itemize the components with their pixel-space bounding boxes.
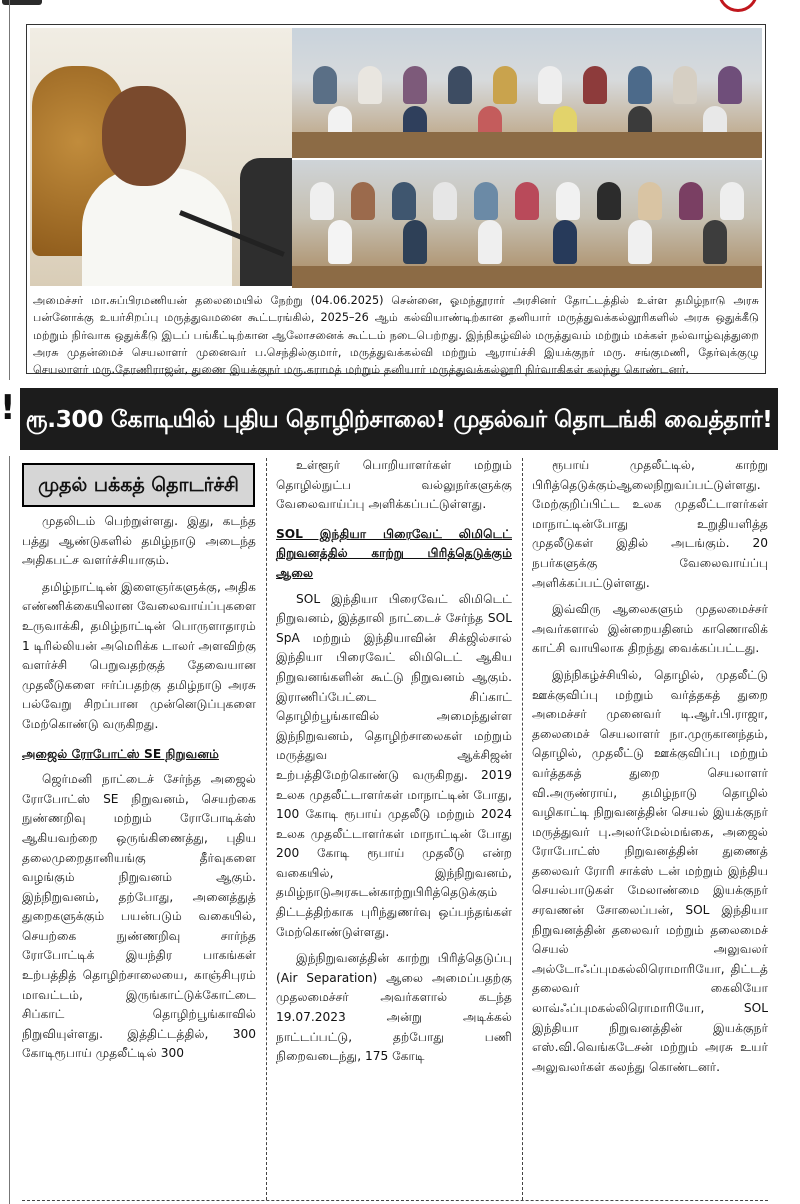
adjacent-person — [240, 158, 292, 286]
column-divider — [266, 458, 267, 1200]
subheading: SOL இந்தியா பிரைவேட் லிமிடெட் நிறுவனத்தில் காற்று பிரித்தெடுக்கும் ஆலை — [276, 526, 512, 580]
top-strip — [0, 0, 800, 10]
photo-meeting-bottom — [292, 158, 762, 288]
paragraph: இந்நிறுவனத்தின் காற்று பிரித்தெடுப்பு (Air Separation) ஆலை அமைப்பதற்கு முதலமைச்சர் அவர்களால் கடந்த 19.07.2023 அன்று அடிக்கல் நாட்டப்பட்டு, தற்போது பணி நிறைவடைந்து, 175 கோடி — [276, 951, 512, 1064]
paragraph: தமிழ்நாட்டின் இளைஞர்களுக்கு, அதிக எண்ணிக்கையிலான வேலைவாய்ப்புகளை உருவாக்கி, தமிழ்நாட்டின் பொருளாதாரம் 1 டிரில்லியன் அமெரிக்க டாலர் அளவிற்கு வளர்ச்சி பெறுவதற்குத் தேவையான முதலீடுகளை ஈர்ப்பதற்கு தமிழ்நாடு அரசு பல்வேறு சிறப்பான முன்னெடுப்புகளை மேற்கொண்டு வருகிறது. — [22, 579, 257, 731]
paragraph: இந்நிகழ்ச்சியில், தொழில், முதலீட்டு ஊக்குவிப்பு மற்றும் வர்த்தகத் துறை அமைச்சர் முனைவர் டி.ஆர்.பி.ராஜா, தலைமைச் செயலாளர் நா.முருகானந்தம், தொழில், முதலீட்டு ஊக்குவிப்பு மற்றும் வர்த்தகத் துறை செயலாளர் வி.அருண்ராய், தமிழ்நாடு தொழில் வழிகாட்டி நிறுவனத்தின் செயல் இயக்குநர் மருத்துவர் பு.அலர்மேல்மங்கை, அஜைல் ரோபோட்ஸ் நிறுவனத்தின் துணைத் தலைவர் ரோரி சாக்ஸ் டன் மற்றும் இந்திய செயல்பாடுகள் மேலாண்மை இயக்குநர் சரவணன் சோலைப்பன், SOL இந்தியா நிறுவனத்தின் தலைவர் மற்றும் தலைமைச் செயல் அலுவலர் அல்டோஃப்புமகல்லிரொமாரியோ, திட்டத் தலைவர் கைலியோ லாவ்ஃப்புமகல்லிரொமாரியோ, SOL இந்தியா நிறுவனத்தின் இயக்குநர் எஸ்.வி.வெங்கடேசன் மற்றும் அரசு உயர் அலுவலர்கள் கலந்து கொண்டனர். — [532, 667, 768, 1074]
paragraph: SOL இந்தியா பிரைவேட் லிமிடெட் நிறுவனம், இத்தாலி நாட்டைச் சேர்ந்த SOL SpA மற்றும் இந்தியாவின் சிக்ஜில்சால் இந்தியா பிரைவேட் லிமிடெட் ஆகிய நிறுவனங்களின் கூட்டு நிறுவனம் ஆகும். இராணிப்பேட்டை சிப்காட் தொழிற்பூங்காவில் அமைந்துள்ள இந்நிறுவனம், தொழிற்சாலைகள் மற்றும் மருத்துவ ஆக்சிஜன் உற்பத்திமேற்கொண்டு வருகிறது. 2019 உலக முதலீட்டாளர்கள் மாநாட்டின் போது, 100 கோடி ரூபாய் முதலீடு மற்றும் 2024 உலக முதலீட்டாளர்கள் மாநாட்டின் போது 200 கோடி ரூபாய் முதலீடு என்ற வகையில், இந்நிறுவனம், தமிழ்நாடுஅரசுடன்காற்றுபிரித்தெடுக்கும் திட்டத்திற்காக புரிந்துணர்வு ஒப்பந்தங்கள் மேற்கொண்டுள்ளது. — [276, 591, 512, 939]
meeting-table-2 — [292, 266, 762, 288]
attendees-row-back — [292, 66, 762, 104]
paragraph: இவ்விரு ஆலைகளும் முதலமைச்சர் அவர்களால் இன்றையதினம் காணொலிக் காட்சி வாயிலாக திறந்து வைக்கப்பட்டது. — [532, 602, 768, 656]
minister-head — [102, 86, 186, 186]
photo-box — [26, 24, 766, 377]
headline-banner: ரூ.300 கோடியில் புதிய தொழிற்சாலை! முதல்வர் தொடங்கி வைத்தார்! — [20, 388, 778, 450]
column-divider — [522, 458, 523, 1200]
attendees-row-front-2 — [292, 220, 762, 264]
photo-minister — [30, 28, 292, 286]
left-column-rule-lower — [9, 456, 10, 1204]
paragraph: உள்ளூர் பொறியாளர்கள் மற்றும் தொழில்நுட்ப வல்லுநர்களுக்கு வேலைவாய்ப்பு அளிக்கப்பட்டுள்ளது. — [276, 458, 512, 512]
subheading: அஜைல் ரோபோட்ஸ் SE நிறுவனம் — [22, 746, 219, 761]
article-column-2 — [276, 456, 512, 1074]
meeting-table — [292, 132, 762, 158]
paragraph: ரூபாய் முதலீட்டில், காற்று பிரித்தெடுக்கும்ஆலைநிறுவப்பட்டுள்ளது. மேற்குறிப்பிட்ட உலக முதலீட்டாளர்கள் மாநாட்டின்போது உறுதியளித்த முதலீடுகள் இதில் அடங்கும். 20 நபர்களுக்கு வேலைவாய்ப்பு அளிக்கப்பட்டுள்ளது. — [532, 458, 768, 590]
news-photo — [30, 28, 762, 286]
paragraph: ஜெர்மனி நாட்டைச் சேர்ந்த அஜைல் ரோபோட்ஸ் SE நிறுவனம், செயற்கை நுண்ணறிவு மற்றும் ரோபோடிக்ஸ் ஆகியவற்றை ஒருங்கிணைத்து, புதிய தலைமுறைதானியங்கு தீர்வுகளை வழங்கும் நிறுவனம் ஆகும். இந்நிறுவனம், தற்போது, அனைத்துத் துறைகளுக்கும் பயன்படும் வகையில், செயற்கை நுண்ணறிவு சார்ந்த ரோபோட்டிக் இயந்திர பாகங்கள் உற்பத்தித் தொழிற்சாலையை, காஞ்சிபுரம் மாவட்டம், இருங்காட்டுக்கோட்டை சிப்காட் தொழிற்பூங்காவில் நிறுவியுள்ளது. இத்திட்டத்தில், 300 கோடிரூபாய் முதலீட்டில் 300 — [22, 772, 256, 1061]
bottom-rule — [22, 1200, 768, 1201]
left-headline-fragment: ! — [0, 388, 16, 428]
photo-caption: அமைச்சர் மா.சுப்பிரமணியன் தலைமையில் நேற்று (04.06.2025) சென்னை, ஓமந்தூரார் அரசினர் தோட்டத்தில் உள்ள தமிழ்நாடு அரசு பன்னோக்கு உயர்சிறப்பு மருத்துவமனை கூட்டரங்கில், 2025–26 ஆம் கல்வியாண்டிற்கான தனியார் மருத்துவக்கல்லூரிகளில் அரசு ஒதுக்கீடு மற்றும் நிர்வாக ஒதுக்கீடு இடப் பங்கீட்டிற்கான ஆலோசனைக் கூட்டம் நடைபெற்றது. இந்நிகழ்வில் மருத்துவம் மற்றும் மக்கள் நல்வாழ்வுத்துறை அரசு முதன்மைச் செயலாளர் முனைவர் ப.செந்தில்குமார், மருத்துவக்கல்வி மற்றும் ஆராய்ச்சி இயக்குநர் மரு. சங்குமணி, தேர்வுக்குழு செயலாளர் மரு.தேரணிராஜன், துணை இயக்குநர் மரு.கராமத் மற்றும் தனியார் மருத்துவக்கல்லூரி நிர்வாகிகள் கலந்து கொண்டனர். — [33, 294, 759, 377]
continuation-label: முதல் பக்கத் தொடர்ச்சி — [22, 463, 255, 507]
photo-meeting-top — [292, 28, 762, 158]
left-column-rule — [9, 0, 10, 380]
attendees-row-back-2 — [292, 182, 762, 220]
circle-logo-fragment — [718, 0, 758, 12]
paragraph: முதலிடம் பெற்றுள்ளது. இது, கடந்த பத்து ஆண்டுகளில் தமிழ்நாடு அடைந்த அதிகபட்ச வளர்ச்சியாகும். — [22, 514, 256, 568]
left-neighbour-column — [0, 0, 16, 1204]
article-column-1 — [22, 512, 256, 1071]
article-column-3 — [532, 456, 768, 1084]
